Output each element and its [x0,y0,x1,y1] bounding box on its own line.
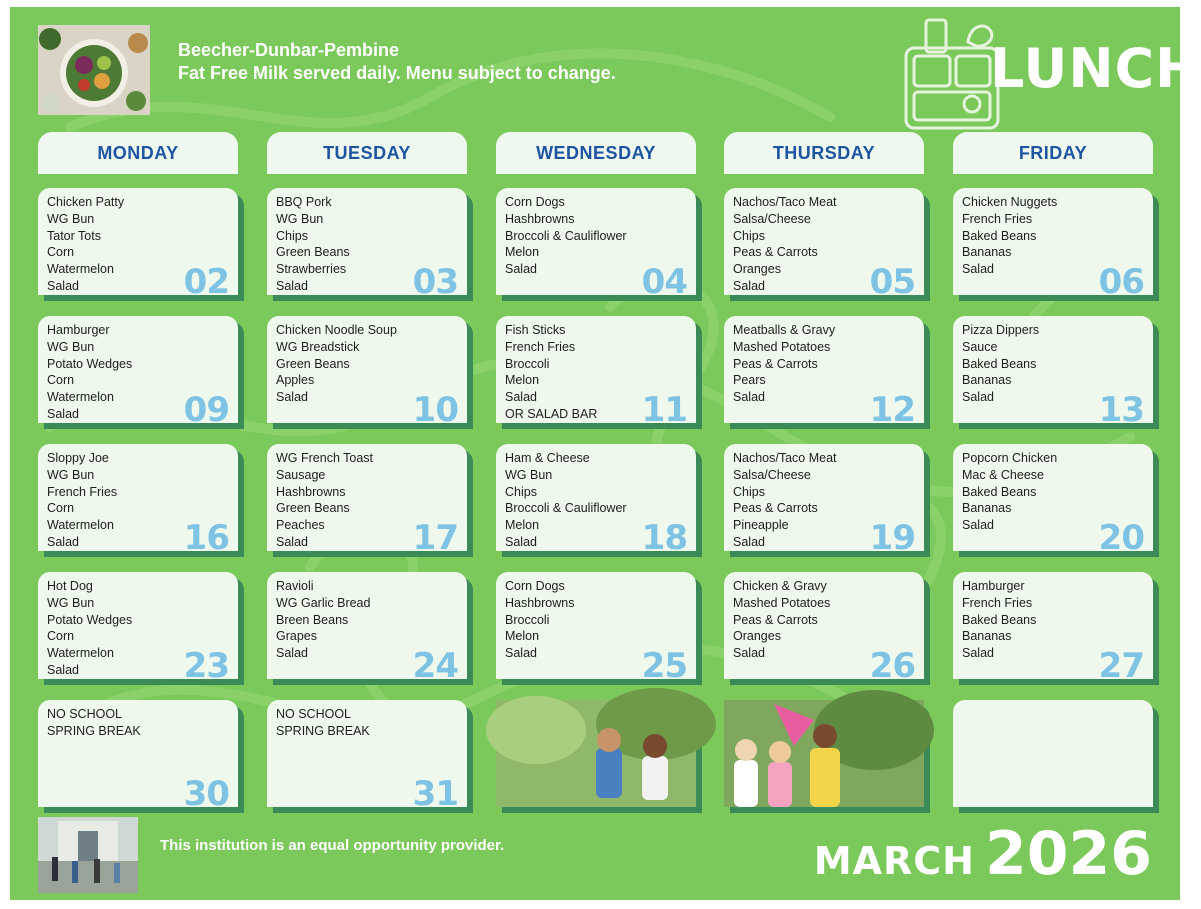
menu-item: Mashed Potatoes [733,339,831,354]
menu-item: Ham & Cheese [505,451,590,465]
date-number: 12 [869,390,915,431]
menu-item: Broccoli & Cauliflower [505,228,627,243]
menu-item: Grapes [276,629,317,644]
menu-item: Salsa/Cheese [733,211,811,226]
menu-item: French Fries [505,339,576,354]
menu-item: Pizza Dippers [962,323,1040,337]
menu-item: WG Bun [505,467,553,482]
menu-item: Strawberries [276,262,347,277]
menu-item: Salad [47,662,79,677]
menu-day-cell [496,188,696,303]
date-number: 02 [183,262,229,303]
menu-item: Green Beans [276,245,350,260]
menu-day-cell [724,444,924,559]
menu-day-cell [267,572,467,687]
menu-day-cell [38,700,238,815]
menu-item: Salad [47,406,79,421]
menu-item: Salad [962,646,994,661]
month-label: MARCH [813,839,975,883]
date-number: 13 [1098,390,1144,431]
date-number: 30 [183,774,229,815]
menu-item: Peas & Carrots [733,501,818,516]
menu-day-cell [496,316,696,431]
menu-item: Bananas [962,501,1012,516]
menu-day-cell [953,444,1153,559]
menu-item: Salad [733,646,765,661]
menu-item: Corn Dogs [505,195,565,209]
menu-item: French Fries [962,211,1033,226]
menu-item: Salad [505,534,537,549]
menu-item: Watermelon [47,262,114,277]
menu-item: Peas & Carrots [733,245,818,260]
date-number: 06 [1098,262,1144,303]
menu-item: Nachos/Taco Meat [733,451,837,465]
menu-day-cell [267,188,467,303]
menu-item: Green Beans [276,501,350,516]
menu-day-cell [267,316,467,431]
date-number: 09 [183,390,229,431]
menu-day-cell [267,700,467,815]
menu-item: Mac & Cheese [962,467,1044,482]
equal-opportunity-notice: This institution is an equal opportunity provider. [160,837,505,854]
menu-item: Bananas [962,373,1012,388]
menu-item: Nachos/Taco Meat [733,195,837,209]
menu-item: WG Bun [47,339,95,354]
menu-item: Pears [733,373,766,388]
menu-item: Mashed Potatoes [733,595,831,610]
menu-item: Chips [505,484,537,499]
date-number: 24 [412,646,458,687]
menu-item: Salad [505,262,537,277]
menu-item: WG Bun [276,211,324,226]
year-label: 2026 [985,819,1152,889]
date-number: 31 [412,774,458,815]
menu-item: Green Beans [276,356,350,371]
menu-item: Melon [505,629,540,644]
menu-item: Watermelon [47,518,114,533]
menu-item: Sauce [962,339,998,354]
menu-item: Peas & Carrots [733,612,818,627]
date-number: 23 [183,646,229,687]
menu-item: Salad [733,278,765,293]
menu-item: Salad [276,534,308,549]
menu-item: BBQ Pork [276,195,332,209]
menu-item: WG French Toast [276,451,374,465]
date-number: 18 [641,518,687,559]
day-header-thursday: THURSDAY [724,132,924,174]
menu-item: Baked Beans [962,356,1037,371]
menu-item: Salad [276,646,308,661]
menu-item: Chicken & Gravy [733,579,827,593]
menu-item: Salsa/Cheese [733,467,811,482]
menu-item: Fish Sticks [505,323,566,337]
menu-item: Chicken Noodle Soup [276,323,397,337]
kids-kite-photo [724,700,924,807]
menu-item: Bananas [962,629,1012,644]
menu-day-cell [724,316,924,431]
menu-item: SPRING BREAK [276,723,370,738]
menu-item: Watermelon [47,646,114,661]
menu-day-cell [38,188,238,303]
menu-item: Corn Dogs [505,579,565,593]
menu-day-cell [38,444,238,559]
menu-item: Melon [505,373,540,388]
menu-item: Ravioli [276,579,314,593]
menu-item: Peaches [276,518,325,533]
menu-item: Corn [47,245,75,260]
header-text [178,39,616,85]
date-number: 25 [641,646,687,687]
menu-item: Bananas [962,245,1012,260]
menu-item: Oranges [733,629,781,644]
menu-item: Chicken Nuggets [962,195,1058,209]
menu-item: Salad [276,278,308,293]
lunch-logo-word: LUNCH [990,37,1201,100]
menu-day-cell [724,188,924,303]
menu-item: NO SCHOOL [276,707,352,721]
date-number: 17 [412,518,458,559]
menu-item: Sausage [276,467,326,482]
date-number: 04 [641,262,687,303]
menu-item: Chips [733,228,765,243]
menu-day-cell [496,572,696,687]
menu-page [10,7,1201,900]
date-number: 19 [869,518,915,559]
menu-item: Tator Tots [47,228,101,243]
menu-item: Baked Beans [962,228,1037,243]
menu-item: WG Bun [47,211,95,226]
menu-item: Salad [962,262,994,277]
menu-day-cell [267,444,467,559]
day-header-wednesday: WEDNESDAY [496,132,696,174]
date-number: 10 [412,390,458,431]
menu-item: Salad [47,534,79,549]
menu-item: Peas & Carrots [733,356,818,371]
menu-item: Oranges [733,262,781,277]
menu-item: French Fries [47,484,118,499]
menu-item: Baked Beans [962,612,1037,627]
menu-item: Melon [505,518,540,533]
menu-item: Hashbrowns [276,484,346,499]
menu-item: Melon [505,245,540,260]
menu-item: French Fries [962,595,1033,610]
menu-item: WG Breadstick [276,339,360,354]
menu-item: Pineapple [733,518,789,533]
menu-item: Salad [733,534,765,549]
menu-item: Watermelon [47,390,114,405]
menu-item: Salad [962,518,994,533]
menu-item: Hamburger [47,323,110,337]
menu-item: WG Garlic Bread [276,595,371,610]
menu-item: Baked Beans [962,484,1037,499]
menu-item: Popcorn Chicken [962,451,1058,465]
school-name: Beecher-Dunbar-Pembine [178,40,400,60]
menu-item: Salad [505,390,537,405]
menu-item: Salad [276,390,308,405]
school-building-photo [38,817,138,893]
menu-item: Hashbrowns [505,595,575,610]
menu-item: Sloppy Joe [47,451,109,465]
menu-day-cell [724,572,924,687]
food-bowls-photo [38,25,150,115]
menu-item: Broccoli & Cauliflower [505,501,627,516]
day-header-friday: FRIDAY [953,132,1153,174]
menu-note: Fat Free Milk served daily. Menu subject to change. [178,63,616,83]
menu-item: Chips [733,484,765,499]
menu-item: Salad [47,278,79,293]
menu-item: Corn [47,629,75,644]
menu-day-cell [38,316,238,431]
kids-running-photo [496,700,696,807]
menu-item: Corn [47,501,75,516]
date-number: 16 [183,518,229,559]
menu-day-cell [38,572,238,687]
empty-cell [953,700,1153,807]
menu-item: Corn [47,373,75,388]
menu-item: WG Bun [47,467,95,482]
date-number: 26 [869,646,915,687]
menu-item: OR SALAD BAR [505,406,598,421]
menu-item: Potato Wedges [47,612,133,627]
menu-item: Chips [276,228,308,243]
menu-day-cell [496,444,696,559]
menu-item: Hamburger [962,579,1025,593]
menu-item: Chicken Patty [47,195,125,209]
day-header-monday: MONDAY [38,132,238,174]
date-number: 11 [641,390,687,431]
menu-day-cell [953,572,1153,687]
date-number: 05 [869,262,915,303]
menu-day-cell [953,316,1153,431]
menu-day-cell [953,188,1153,303]
menu-item: Apples [276,373,315,388]
menu-item: Salad [962,390,994,405]
date-number: 03 [412,262,458,303]
menu-item: SPRING BREAK [47,723,141,738]
day-header-tuesday: TUESDAY [267,132,467,174]
menu-item: Meatballs & Gravy [733,323,836,337]
month-year-title [814,819,1152,889]
menu-item: Hashbrowns [505,211,575,226]
date-number: 27 [1098,646,1144,687]
menu-item: Broccoli [505,612,550,627]
menu-item: Salad [505,646,537,661]
menu-item: Hot Dog [47,579,93,593]
menu-item: Salad [733,390,765,405]
menu-item: NO SCHOOL [47,707,123,721]
menu-item: WG Bun [47,595,95,610]
menu-item: Broccoli [505,356,550,371]
menu-item: Breen Beans [276,612,349,627]
menu-item: Potato Wedges [47,356,133,371]
date-number: 20 [1098,518,1144,559]
